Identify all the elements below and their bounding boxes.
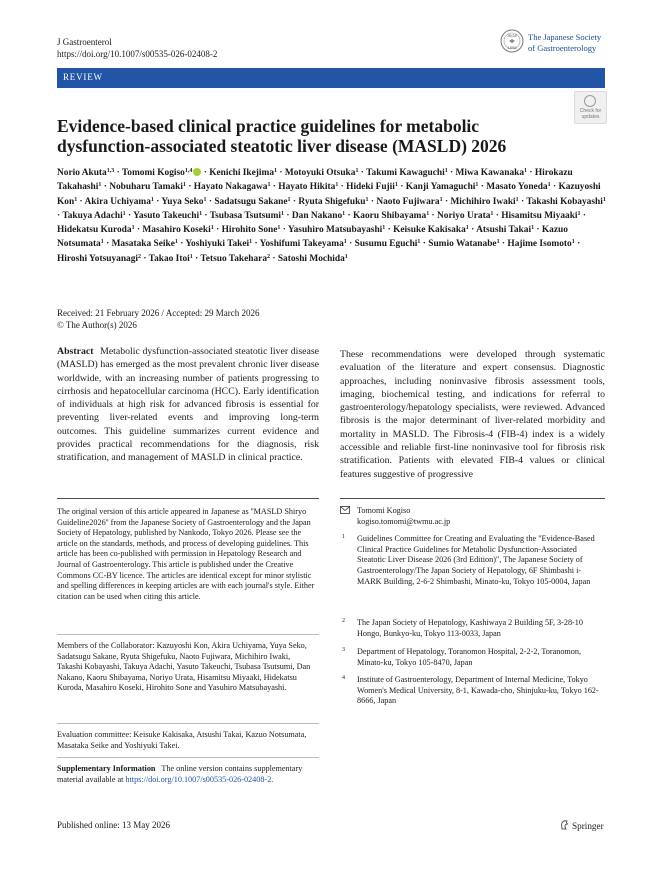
author-list: Norio Akuta$^{1,3}$ · Tomomi Kogiso$^{1,4}$ · Kenichi Ikejima$^1$ · Motoyuki Otsuka$^1$ · Takumi Kawaguchi$^1$ · Miwa Kawanaka$^1$ · Hirokazu Takahashi$^1$ · Nobuharu Tamaki$^1$ · Hayato Nakagawa$^1$ · Hayato Hikita$^1$ · Hideki Fujii$^1$ · Kanji Yamaguchi$^1$ · Masato Yoneda$^1$ · Kazuyoshi Kon$^1$ · Akira Uchiyama$^1$ · Yuya Seko$^1$ · Sadatsugu Sakane$^1$ · Ryuta Shigefuku$^1$ · Naoto Fujiwara$^1$ · Michihiro Iwaki$^1$ · Takashi Kobayashi$^1$ · Takuya Adachi$^1$ · Yasuto Takeuchi$^1$ · Tsubasa Tsutsumi$^1$ · Dan Nakano$^1$ · Kaoru Shibayama$^1$ · Noriyo Urata$^1$ · Hisamitsu Miyaaki$^1$ · Hidekatsu Kuroda$^1$ · Masahiro Koseki$^1$ · Hirohito Sone$^1$ · Yasuhiro Matsubayashi$^1$ · Keisuke Kakisaka$^1$ · Atsushi Takai$^1$ · Kazuo Notsumata$^1$ · Masataka Seike$^1$ · Yoshiyuki Takei$^1$ · Yoshifumi Takeyama$^1$ · Susumu Eguchi$^1$ · Sumio Watanabe$^1$ · Hajime Isomoto$^1$ · Hiroshi Yotsuyanagi$^2$ · Takao Itoi$^1$ · Tetsuo Takehara$^2$ · Satoshi Mochida$^1$ bbox=[57, 168, 606, 264]
author-affiliation-ref: 1 bbox=[274, 168, 278, 174]
author-name[interactable]: Hayato Nakagawa bbox=[193, 182, 268, 193]
author-affiliation-ref: 1 bbox=[439, 196, 443, 203]
author-name[interactable]: Norio Akuta bbox=[57, 168, 107, 178]
author-affiliation-ref: 1 bbox=[210, 225, 214, 232]
author-affiliation-ref: 1 bbox=[571, 239, 575, 246]
society-name bbox=[528, 32, 601, 53]
author-affiliation-ref: 1 bbox=[287, 196, 291, 203]
author-affiliation-ref: 1 bbox=[74, 196, 78, 203]
author-name[interactable]: Takumi Kawaguchi bbox=[366, 168, 445, 178]
affiliation-text: Institute of Gastroenterology, Department of Internal Medicine, Tokyo Women's Medical University, 8-1, Kawada-cho, Shinjuku-ku, Tokyo 162-8666, Japan bbox=[357, 675, 599, 706]
article-type-label: REVIEW bbox=[63, 72, 103, 82]
seal-bottom-text: 1898 bbox=[507, 45, 517, 50]
author-affiliation-ref: 2 bbox=[138, 253, 142, 260]
author-affiliation-ref: 1 bbox=[203, 196, 207, 203]
author-name[interactable]: Yasuto Takeuchi bbox=[133, 210, 200, 221]
received-accepted-dates: Received: 21 February 2026 / Accepted: 29 March 2026 bbox=[57, 308, 260, 318]
article-history bbox=[57, 307, 259, 331]
author-name[interactable]: Kanji Yamaguchi bbox=[405, 182, 476, 193]
author-affiliation-ref: 1 bbox=[267, 182, 271, 189]
author-affiliation-ref: 1 bbox=[496, 239, 500, 246]
affiliation-number: 4 bbox=[342, 675, 345, 681]
author-name[interactable]: Yasuhiro Matsubayashi bbox=[287, 225, 383, 236]
author-name[interactable]: Akira Uchiyama bbox=[84, 196, 151, 207]
author-name[interactable]: Keisuke Kakisaka bbox=[393, 225, 466, 236]
author-name[interactable]: Motoyuki Otsuka bbox=[284, 168, 356, 178]
check-updates-line1: Check for bbox=[579, 108, 602, 114]
author-affiliation-ref: 1,3 bbox=[106, 168, 115, 174]
author-affiliation-ref: 1 bbox=[122, 210, 126, 217]
author-affiliation-ref: 1 bbox=[100, 239, 104, 246]
author-affiliation-ref: 1 bbox=[355, 168, 359, 174]
envelope-icon bbox=[340, 506, 350, 518]
affiliation-text: The Japan Society of Hepatology, Kashiwaya 2 Building 5F, 3-28-10 Hongo, Bunkyo-ku, Tokyo 113-0033, Japan bbox=[357, 618, 583, 638]
abstract-heading: Abstract bbox=[57, 346, 94, 357]
author-affiliation-ref: 1 bbox=[365, 196, 369, 203]
author-name[interactable]: Yuya Seko bbox=[161, 196, 204, 207]
affiliation-number: 1 bbox=[342, 534, 345, 540]
journal-header bbox=[57, 36, 217, 60]
author-name[interactable]: Masahiro Koseki bbox=[142, 225, 211, 236]
author-name[interactable]: Yoshiyuki Takei bbox=[185, 239, 250, 250]
author-affiliation-ref: 1 bbox=[382, 225, 386, 232]
author-affiliation-ref: 1 bbox=[281, 210, 285, 217]
published-online: Published online: 13 May 2026 bbox=[57, 820, 170, 830]
author-name[interactable]: Kazuo Notsumata bbox=[57, 225, 568, 250]
author-name[interactable]: Hideki Fujii bbox=[346, 182, 395, 193]
author-name[interactable]: Kazuyoshi Kon bbox=[57, 182, 601, 207]
author-affiliation-ref: 1 bbox=[444, 168, 448, 174]
author-name[interactable]: Noriyo Urata bbox=[437, 210, 491, 221]
affiliation-text: Department of Hepatology, Toranomon Hospital, 2-2-2, Toranomon, Minato-ku, Tokyo 105-8470, Japan bbox=[357, 647, 582, 667]
author-affiliation-ref: 1 bbox=[524, 168, 528, 174]
author-affiliation-ref: 1 bbox=[515, 196, 519, 203]
author-name[interactable]: Michihiro Iwaki bbox=[450, 196, 516, 207]
supplementary-link[interactable]: https://doi.org/10.1007/s00535-026-02408-2. bbox=[125, 774, 274, 784]
orcid-icon[interactable] bbox=[193, 168, 201, 176]
article-type-banner bbox=[57, 68, 605, 88]
article-title: Evidence-based clinical practice guidelines for metabolic dysfunction-associated steatotic liver disease (MASLD) 2026 bbox=[57, 116, 507, 156]
author-name[interactable]: Hirohito Sone bbox=[221, 225, 278, 236]
author-name[interactable]: Takuya Adachi bbox=[62, 210, 123, 221]
author-name[interactable]: Kenichi Ikejima bbox=[209, 168, 275, 178]
author-affiliation-ref: 1 bbox=[475, 182, 479, 189]
author-affiliation-ref: 1 bbox=[344, 253, 348, 260]
author-affiliation-ref: 1 bbox=[174, 239, 178, 246]
author-name[interactable]: Tsubasa Tsutsumi bbox=[209, 210, 282, 221]
author-name[interactable]: Hajime Isomoto bbox=[507, 239, 572, 250]
original-version-note: The original version of this article appeared in Japanese as ''MASLD Shiryo Guideline2026'' from the Japanese Society of Gastroenterology and the Japan Society of Hepatology, published by Nankodo, Tokyo 2026. Please see the article on the standards, methods, and process of developing guidelines. This article has been co-published with permission in Hepatology Research and Journal of Gastroenterology. This article is published under the Creative Commons CC-BY licence. The articles are identical except for minor stylistic and spelling differences in keeping articles are with each journal's style. Either citation can be used when citing this article. bbox=[57, 507, 315, 601]
author-name[interactable]: Sumio Watanabe bbox=[428, 239, 497, 250]
author-affiliation-ref: 1 bbox=[465, 225, 469, 232]
footnote-divider-right bbox=[340, 498, 605, 499]
check-updates-icon bbox=[584, 95, 596, 107]
note-divider-1 bbox=[57, 634, 319, 635]
body-text-right: These recommendations were developed through systematic evaluation of the literature and expert consensus. Diagnostic approaches, including noninvasive fibrosis assessment tools, imaging, biochemical testing, and indications for referral to gastroenterology/hepatology specialists, were reviewed. Advanced fibrosis is the major determinant of liver-related morbidity and mortality in MASLD. The Fibrosis-4 (FIB-4) index is a widely accessible and reliable first-line noninvasive tool for fibrosis risk stratification. Patients with elevated FIB-4 values or clinical features suggestive of progressive bbox=[340, 349, 605, 480]
footnote-divider-left bbox=[57, 498, 319, 499]
author-affiliation-ref: 1 bbox=[490, 210, 494, 217]
author-name[interactable]: Takashi Kobayashi bbox=[526, 196, 603, 207]
author-name[interactable]: Satoshi Mochida bbox=[277, 253, 345, 264]
society-seal-icon bbox=[500, 26, 524, 56]
correspondence-name: Tomomi Kogiso bbox=[357, 506, 411, 515]
author-name[interactable]: Masato Yoneda bbox=[486, 182, 548, 193]
abstract bbox=[57, 345, 319, 465]
author-name[interactable]: Yoshifumi Takeyama bbox=[259, 239, 344, 250]
author-name[interactable]: Hidekatsu Kuroda bbox=[57, 225, 132, 236]
author-affiliation-ref: 1,4 bbox=[184, 168, 193, 174]
check-for-updates-badge[interactable] bbox=[574, 91, 607, 124]
author-name[interactable]: Susumu Eguchi bbox=[354, 239, 418, 250]
author-affiliation-ref: 1 bbox=[277, 225, 281, 232]
author-affiliation-ref: 1 bbox=[547, 182, 551, 189]
springer-horse-icon bbox=[560, 820, 569, 830]
collaborators-note: Members of the Collaborator: Kazuyoshi Kon, Akira Uchiyama, Yuya Seko, Sadatsugu Sakane, Ryuta Shigefuku, Naoto Fujiwara, Michihiro Iwaki, Takashi Kobayashi, Takuya Adachi, Yasuto Takeuchi, Tsubasa Tsutsumi, Dan Nakano, Kaoru Shibayama, Noriyo Urata, Hisamitsu Miyaaki, Hidekatsu Kuroda, Masahiro Koseki, Hirohito Sone and Yasuhiro Matsubayashi. bbox=[57, 641, 311, 693]
author-affiliation-ref: 1 bbox=[199, 210, 203, 217]
author-affiliation-ref: 1 bbox=[394, 182, 398, 189]
supplementary-heading: Supplementary Information bbox=[57, 764, 156, 773]
author-affiliation-ref: 1 bbox=[426, 210, 430, 217]
affiliation-number: 2 bbox=[342, 618, 345, 624]
note-divider-2 bbox=[57, 723, 319, 724]
author-name[interactable]: Sadatsugu Sakane bbox=[214, 196, 288, 207]
affiliation-text: Guidelines Committee for Creating and Evaluating the "Evidence-Based Clinical Practice Guidelines for Metabolic Dysfunction-Associated Steatotic Liver Disease 2026 (3rd Edition)", The Japanese Society of Gastroenterology/The Japan Society of Hepatology, 6F Shimbashi i-MARK Building, 2-6-2 Shimbashi, Minato-ku, Tokyo 105-0004, Japan bbox=[357, 534, 595, 586]
affiliation-number: 3 bbox=[342, 647, 345, 653]
author-name[interactable]: Tomomi Kogiso bbox=[121, 168, 185, 178]
author-name[interactable]: Kaoru Shibayama bbox=[352, 210, 427, 221]
correspondence-email[interactable]: kogiso.tomomi@twmu.ac.jp bbox=[357, 517, 451, 526]
author-name[interactable]: Hayato Hikita bbox=[278, 182, 336, 193]
author-affiliation-ref: 1 bbox=[577, 210, 581, 217]
author-name[interactable]: Hiroshi Yotsuyanagi bbox=[57, 253, 139, 264]
publisher-name: Springer bbox=[572, 821, 604, 831]
seal-top-text: JSGE bbox=[506, 33, 518, 38]
check-updates-line2: updates bbox=[581, 113, 600, 120]
author-name[interactable]: Nobuharu Tamaki bbox=[109, 182, 183, 193]
author-affiliation-ref: 1 bbox=[98, 182, 102, 189]
note-divider-3 bbox=[57, 757, 319, 758]
author-name[interactable]: Hisamitsu Miyaaki bbox=[501, 210, 578, 221]
supplementary-text: The online version contains supplementary material available at bbox=[57, 764, 303, 784]
author-affiliation-ref: 1 bbox=[343, 239, 347, 246]
author-name[interactable]: Naoto Fujiwara bbox=[376, 196, 440, 207]
author-name[interactable]: Takao Itoi bbox=[148, 253, 190, 264]
author-affiliation-ref: 1 bbox=[131, 225, 135, 232]
article-doi[interactable]: https://doi.org/10.1007/s00535-026-02408-2 bbox=[57, 49, 218, 59]
author-name[interactable]: Ryuta Shigefuku bbox=[298, 196, 366, 207]
abstract-text: Metabolic dysfunction-associated steatotic liver disease (MASLD) has emerged as the most prevalent chronic liver disease worldwide, with an increasing number of patients progressing to cirrhosis and hepatocellular carcinoma (HCC). Early identification of individuals at high risk for advanced fibrosis is essential for preventing liver-related events and improving long-term outcomes. This guideline summarizes current evidence and provides practical recommendations for the diagnosis, risk stratification, and management of MASLD in clinical practice. bbox=[57, 346, 320, 464]
author-name[interactable]: Dan Nakano bbox=[291, 210, 343, 221]
author-affiliation-ref: 1 bbox=[335, 182, 339, 189]
author-affiliation-ref: 1 bbox=[189, 253, 193, 260]
author-name[interactable]: Atsushi Takai bbox=[476, 225, 532, 236]
author-name[interactable]: Miwa Kawanaka bbox=[455, 168, 525, 178]
author-affiliation-ref: 1 bbox=[249, 239, 253, 246]
journal-name: J Gastroenterol bbox=[57, 37, 112, 47]
publisher-logo bbox=[560, 820, 604, 831]
author-affiliation-ref: 2 bbox=[267, 253, 271, 260]
author-name[interactable]: Hirokazu Takahashi bbox=[57, 168, 573, 193]
evaluation-committee-note: Evaluation committee: Keisuke Kakisaka, Atsushi Takai, Kazuo Notsumata, Masataka Seike and Yoshiyuki Takei. bbox=[57, 730, 307, 750]
author-affiliation-ref: 1 bbox=[342, 210, 346, 217]
author-affiliation-ref: 1 bbox=[602, 196, 606, 203]
author-name[interactable]: Masataka Seike bbox=[111, 239, 175, 250]
author-affiliation-ref: 1 bbox=[150, 196, 154, 203]
society-name-line1: The Japanese Society bbox=[528, 32, 602, 42]
society-name-line2: of Gastroenterology bbox=[528, 42, 597, 53]
supplementary-info bbox=[57, 764, 315, 785]
author-name[interactable]: Tetsuo Takehara bbox=[200, 253, 268, 264]
author-affiliation-ref: 1 bbox=[182, 182, 186, 189]
author-affiliation-ref: 1 bbox=[531, 225, 535, 232]
author-affiliation-ref: 1 bbox=[417, 239, 421, 246]
copyright-line: © The Author(s) 2026 bbox=[57, 320, 137, 330]
